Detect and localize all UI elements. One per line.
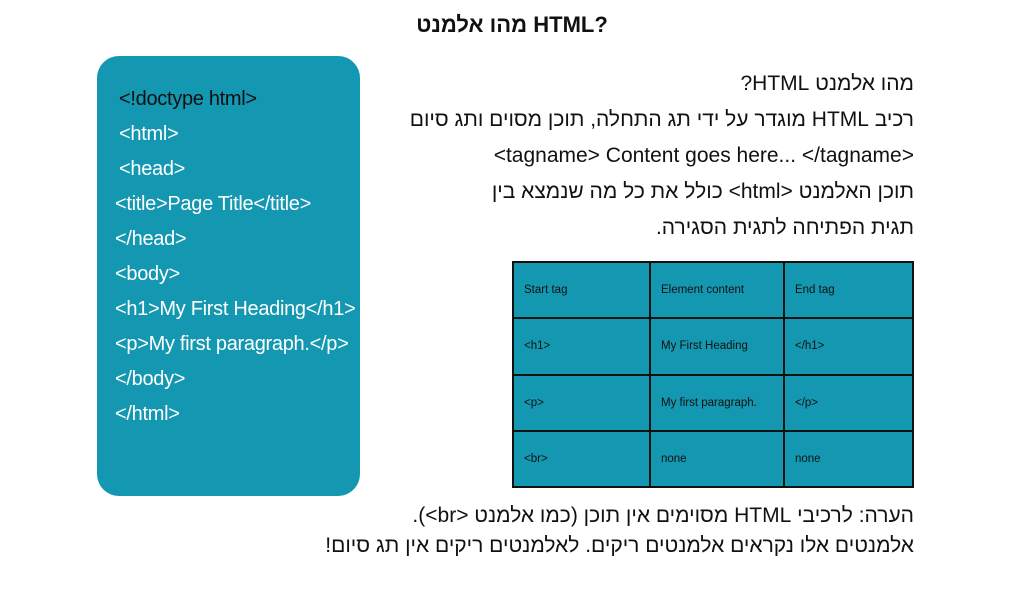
code-line: <h1>My First Heading</h1> xyxy=(115,298,356,320)
table-row xyxy=(513,318,913,374)
code-example-panel xyxy=(97,56,360,496)
table-cell: My First Heading xyxy=(650,318,784,374)
note-line: הערה: לרכיבי HTML מסוימים אין תוכן (כמו אלמנט <br>). xyxy=(412,504,914,527)
table-header-cell: End tag xyxy=(784,262,913,318)
code-line: </html> xyxy=(115,403,180,425)
description-line: תגית הפתיחה לתגית הסגירה. xyxy=(655,216,914,239)
syntax-example: <tagname> Content goes here... </tagname> xyxy=(493,144,914,167)
table-cell: <br> xyxy=(513,431,650,487)
code-line: <html> xyxy=(119,123,179,145)
description-line: רכיב HTML מוגדר על ידי תג התחלה, תוכן מסוים ותג סיום xyxy=(409,108,914,131)
note-line: אלמנטים אלו נקראים אלמנטים ריקים. לאלמנטים ריקים אין תג סיום! xyxy=(325,534,914,557)
description-heading: מהו אלמנט HTML? xyxy=(740,72,914,95)
code-line: <body> xyxy=(115,263,180,285)
description-line: תוכן האלמנט <html> כולל את כל מה שנמצא בין xyxy=(491,180,914,203)
table-row xyxy=(513,375,913,431)
table-cell: none xyxy=(784,431,913,487)
note-text xyxy=(214,501,914,561)
code-line: </head> xyxy=(115,228,187,250)
table-cell: My first paragraph. xyxy=(650,375,784,431)
table-cell: <h1> xyxy=(513,318,650,374)
code-line: <!doctype html> xyxy=(119,88,257,110)
table-cell: </p> xyxy=(784,375,913,431)
code-line: </body> xyxy=(115,368,186,390)
element-parts-table xyxy=(512,261,914,488)
table-cell: <p> xyxy=(513,375,650,431)
code-line: <title>Page Title</title> xyxy=(115,193,311,215)
description-text xyxy=(354,66,914,246)
table-header-cell: Element content xyxy=(650,262,784,318)
table-cell: none xyxy=(650,431,784,487)
table-header-cell: Start tag xyxy=(513,262,650,318)
table-cell: </h1> xyxy=(784,318,913,374)
table-row xyxy=(513,431,913,487)
page-title: מהו אלמנט HTML? xyxy=(416,12,608,37)
code-line: <head> xyxy=(119,158,186,180)
code-line: <p>My first paragraph.</p> xyxy=(115,333,349,355)
table-header-row xyxy=(513,262,913,318)
